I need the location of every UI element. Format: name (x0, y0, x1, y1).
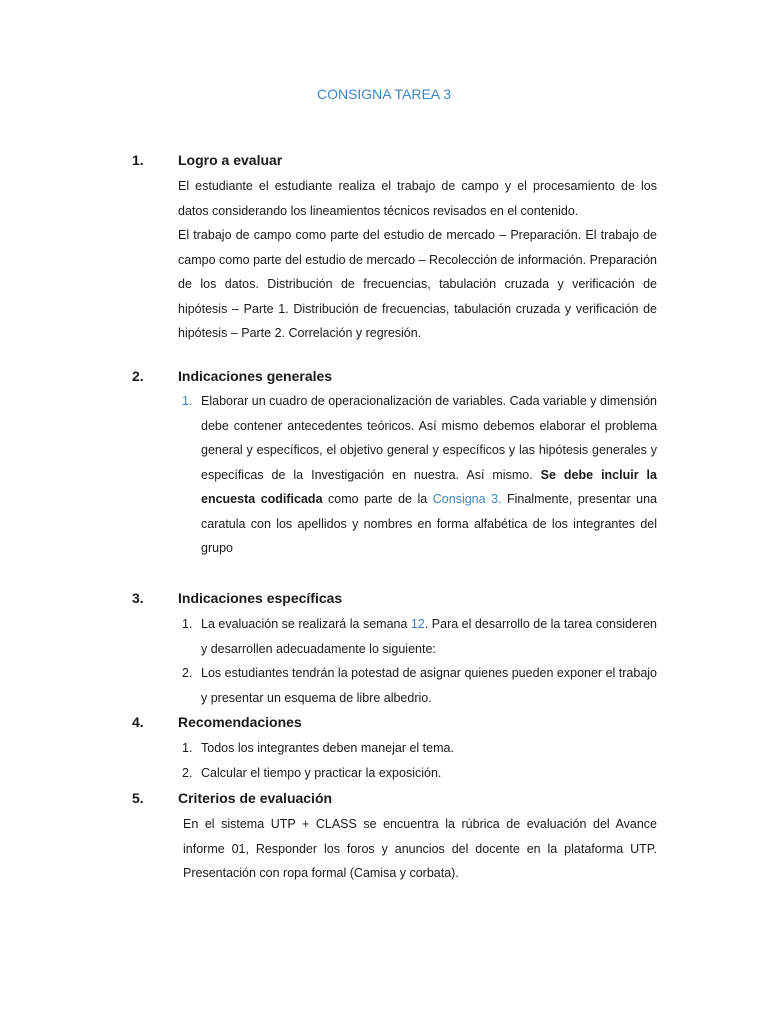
section-2-heading: Indicaciones generales (178, 368, 333, 384)
section-2-number: 2. (132, 368, 144, 384)
list-number: 1. (182, 617, 193, 631)
section-1-paragraph-2: El trabajo de campo como parte del estudio de mercado – Preparación. El trabajo de campo como parte del estudio de mercado – Recolección de información. Preparación de los datos. Distribución de frecuencias, tabulación cruzada y verificación de hipótesis – Parte 1. Distribución de frecuencias, tabulación cruzada y verificación de hipótesis – Parte 2. Correlación y regresión. (178, 228, 657, 340)
text-segment: como parte de la (322, 492, 433, 506)
text-segment: Finalmente, presentar una caratula con los apellidos y nombres en forma alfabética de los integrantes del grupo (201, 492, 658, 555)
section-5-paragraph: En el sistema UTP + CLASS se encuentra la rúbrica de evaluación del Avance informe 01, Responder los foros y anuncios del docente en la plataforma UTP. Presentación con ropa formal (Camisa y corbata). (183, 817, 657, 880)
list-number: 2. (182, 666, 193, 680)
section-4-heading: Recomendaciones (178, 714, 302, 730)
section-3-heading: Indicaciones específicas (178, 590, 343, 606)
document-title: CONSIGNA TAREA 3 (316, 86, 452, 102)
text-segment: La evaluación se realizará la semana (201, 617, 411, 631)
list-item-text (201, 389, 657, 561)
bold-text: Se debe incluir la encuesta codificada (201, 467, 657, 506)
week-number: 12 (410, 617, 425, 631)
consigna-link[interactable]: Consigna 3. (432, 492, 502, 506)
section-1-paragraph-1: El estudiante el estudiante realiza el trabajo de campo y el procesamiento de los datos considerando los lineamientos técnicos revisados en el contenido. (178, 179, 657, 218)
list-number: 2. (182, 766, 193, 780)
section-1-number: 1. (132, 152, 144, 168)
section-4-number: 4. (132, 714, 144, 730)
list-number: 1. (182, 394, 193, 408)
list-item-text: Los estudiantes tendrán la potestad de asignar quienes pueden exponer el trabajo y presentar un esquema de libre albedrio. (201, 666, 657, 705)
list-item-text (201, 612, 657, 661)
section-3-number: 3. (132, 590, 144, 606)
section-5-number: 5. (132, 790, 144, 806)
text-segment: . Para el desarrollo de la tarea consideren y desarrollen adecuadamente lo siguiente: (201, 617, 657, 656)
list-item-text: Todos los integrantes deben manejar el tema. (201, 741, 454, 755)
text-segment: Elaborar un cuadro de operacionalización de variables. Cada variable y dimensión debe contener antecedentes teóricos. Así mismo debemos elaborar el problema general y específicos, el objetivo general y específicos y las hipótesis generales y específicas de la Investigación en nuestra. Así mismo. (201, 394, 657, 482)
section-1-heading: Logro a evaluar (178, 152, 283, 168)
list-number: 1. (182, 741, 193, 755)
list-item-text: Calcular el tiempo y practicar la exposición. (201, 766, 442, 780)
section-5-heading: Criterios de evaluación (178, 790, 333, 806)
